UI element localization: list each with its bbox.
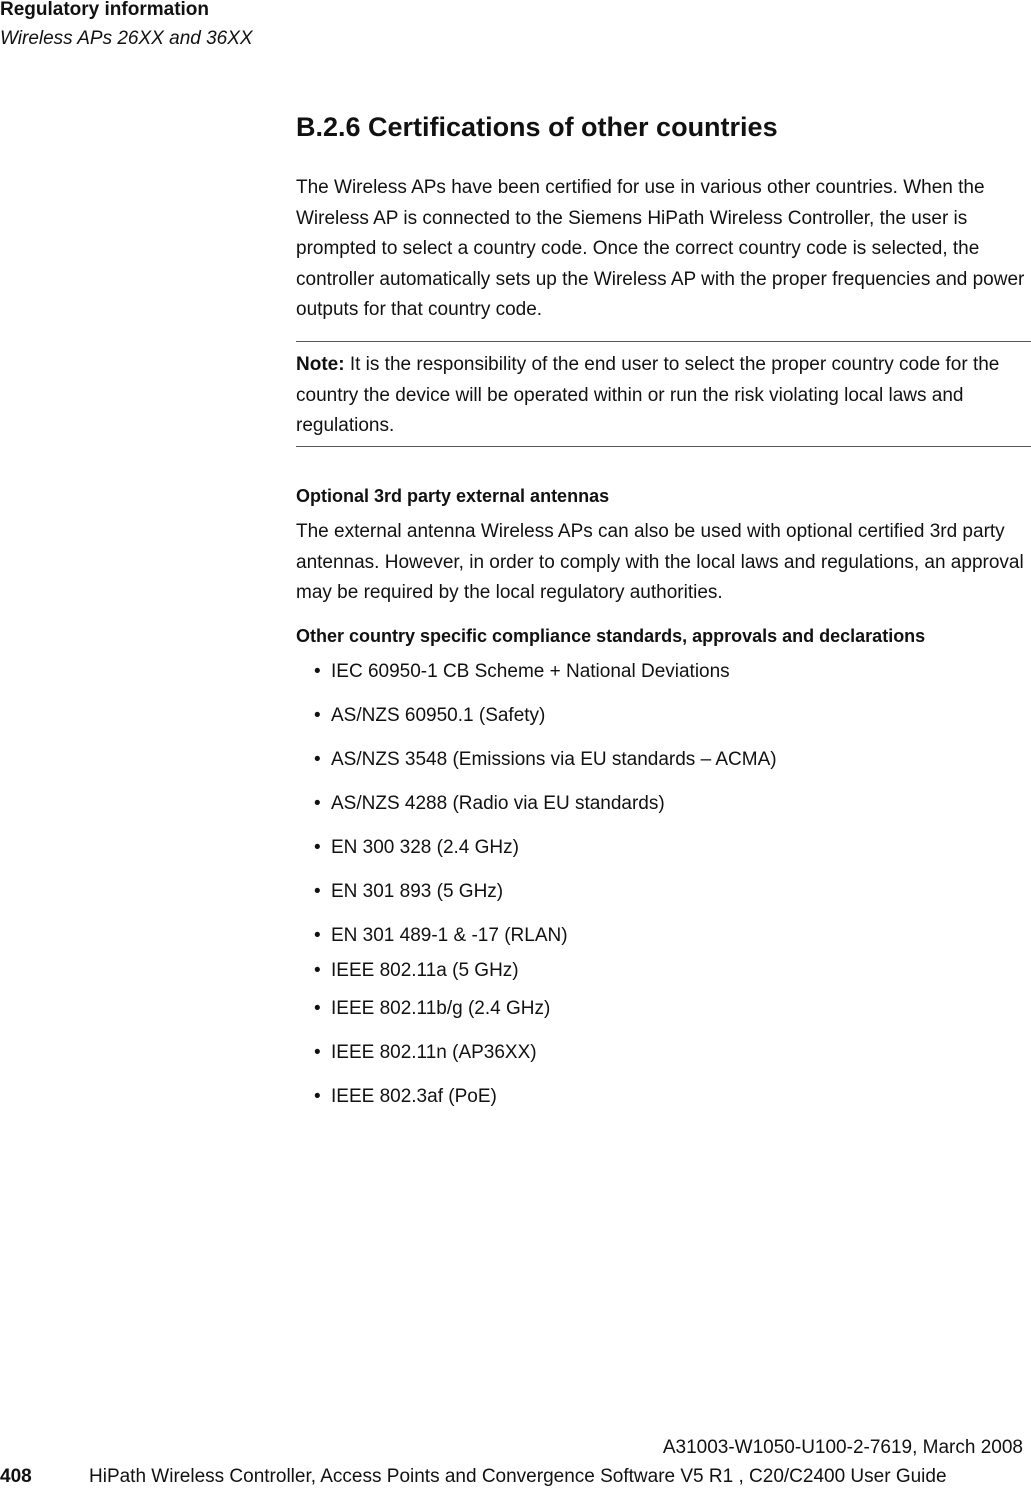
bullet-glyph: • (314, 661, 321, 682)
bullet-glyph: • (314, 837, 321, 858)
note-box (296, 350, 1031, 442)
list-item-text: AS/NZS 4288 (Radio via EU standards) (331, 793, 665, 814)
footer-page-number: 408 (0, 1466, 32, 1487)
section-heading: B.2.6 Certifications of other countries (296, 112, 778, 142)
footer-doc-reference: A31003-W1050-U100-2-7619, March 2008 (662, 1437, 1023, 1458)
intro-paragraph: The Wireless APs have been certified for use in various other countries. When the Wireless AP is connected to the Siemens HiPath Wireless Controller, the user is prompted to select a country code. Once the correct country code is selected, the controller automatically sets up the Wireless AP with the proper frequencies and power outputs for that country code. (296, 177, 1025, 320)
antennas-paragraph: The external antenna Wireless APs can also be used with optional certified 3rd party antennas. However, in order to comply with the local laws and regulations, an approval may be required by the local regulatory authorities. (296, 521, 1024, 603)
running-header-title: Regulatory information (0, 0, 210, 20)
bullet-glyph: • (314, 881, 321, 902)
list-item-text: AS/NZS 60950.1 (Safety) (331, 705, 546, 726)
list-item-text: EN 300 328 (2.4 GHz) (331, 837, 519, 858)
list-item-text: EN 301 893 (5 GHz) (331, 881, 504, 902)
compliance-heading: Other country specific compliance standards, approvals and declarations (296, 626, 926, 646)
list-item-text: IEEE 802.11n (AP36XX) (331, 1042, 537, 1063)
bullet-glyph: • (314, 960, 321, 981)
running-header-subtitle: Wireless APs 26XX and 36XX (0, 28, 253, 49)
note-top-rule (296, 341, 1031, 342)
list-item-text: IEEE 802.3af (PoE) (331, 1086, 497, 1107)
note-text: It is the responsibility of the end user to select the proper country code for the country the device will be operated within or run the risk violating local laws and regulations. (296, 354, 1000, 436)
bullet-glyph: • (314, 1042, 321, 1063)
list-item-text: AS/NZS 3548 (Emissions via EU standards – ACMA) (331, 749, 777, 770)
list-item-text: EN 301 489-1 & -17 (RLAN) (331, 925, 568, 946)
list-item-text: IEEE 802.11b/g (2.4 GHz) (331, 998, 551, 1019)
list-item-text: IEEE 802.11a (5 GHz) (331, 960, 519, 981)
bullet-glyph: • (314, 925, 321, 946)
bullet-glyph: • (314, 749, 321, 770)
bullet-glyph: • (314, 998, 321, 1019)
note-label: Note: (296, 354, 345, 375)
antennas-heading: Optional 3rd party external antennas (296, 486, 610, 506)
bullet-glyph: • (314, 705, 321, 726)
list-item-text: IEC 60950-1 CB Scheme + National Deviations (331, 661, 730, 682)
note-bottom-rule (296, 446, 1031, 447)
bullet-glyph: • (314, 1086, 321, 1107)
footer-doc-title: HiPath Wireless Controller, Access Points and Convergence Software V5 R1 , C20/C2400 User Guide (89, 1466, 947, 1487)
bullet-glyph: • (314, 793, 321, 814)
